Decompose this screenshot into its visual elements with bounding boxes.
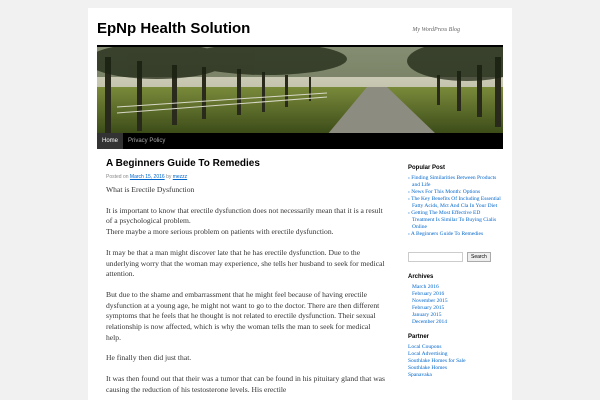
popular-post-link[interactable]: › A Beginners Guide To Remedies (408, 231, 504, 238)
partner-link[interactable]: Southlake Homes for Sale (408, 358, 466, 364)
popular-posts-widget (408, 165, 504, 238)
archive-link[interactable]: March 2016 (412, 284, 439, 290)
popular-post-link[interactable]: › The Key Benefits Of Including Essential Fatty Acids, Mct And Cla In Your Diet (408, 196, 504, 210)
post-body (106, 185, 386, 396)
meta-prefix: Posted on (106, 174, 129, 180)
search-form (408, 252, 504, 262)
post-paragraph: He finally then did just that. (106, 353, 192, 363)
banner-illustration (97, 47, 503, 133)
meta-by: by (166, 174, 172, 180)
post-paragraph: It may be that a man might discover late that he has erectile dysfunction. Due to the underlying worry that the woman may experience, she tells her husband to seek for medical attention. (106, 247, 385, 279)
post-title[interactable]: A Beginners Guide To Remedies (106, 158, 260, 169)
main-content (97, 158, 387, 400)
archive-link[interactable]: February 2016 (412, 291, 445, 297)
nav-item-home[interactable]: Home (97, 133, 123, 149)
post-meta (106, 174, 387, 180)
partner-link[interactable]: Southlake Homes (408, 365, 447, 371)
site-title[interactable]: EpNp Health Solution (97, 20, 251, 37)
partner-link[interactable]: Local Coupons (408, 344, 442, 350)
popular-post-link[interactable]: › News For This Month: Options (408, 189, 504, 196)
archives-widget (408, 274, 504, 326)
archive-link[interactable]: November 2015 (412, 298, 448, 304)
main-navigation (97, 133, 503, 149)
partner-link[interactable]: Local Advertising (408, 351, 448, 357)
post-paragraph: What is Erectile Dysfunction (106, 185, 195, 194)
header-banner-image (97, 45, 503, 133)
post-date-link[interactable]: March 15, 2016 (129, 174, 165, 180)
archive-link[interactable]: December 2014 (412, 319, 447, 325)
partner-title: Partner (408, 334, 430, 340)
archive-link[interactable]: January 2015 (412, 312, 442, 318)
partner-link[interactable]: Spanavaka (408, 372, 432, 378)
search-button[interactable]: Search (467, 252, 491, 262)
popular-posts-title: Popular Post (408, 165, 446, 171)
nav-item-privacy-policy[interactable]: Privacy Policy (128, 138, 166, 144)
post-paragraph: It is important to know that erectile dysfunction does not necessarily mean that it is a result of a psychological problem. There maybe a more serious problem on patients with erectile dysfunction. (106, 205, 383, 237)
popular-post-link[interactable]: › Getting The Most Effective ED Treatment Is Similar To Buying Cialis Online (408, 210, 504, 231)
post-author-link[interactable]: mezzz (172, 174, 188, 180)
archives-title: Archives (408, 274, 434, 280)
page-wrapper (88, 8, 512, 400)
archive-link[interactable]: February 2015 (412, 305, 445, 311)
post-paragraph: But due to the shame and embarrassment that he might feel because of having erectile dysfunction at a young age, he might not want to go to the doctor. There are then different symptoms that he feels that he thought is not related to erectile dysfunction. Their sexual relationship is now affected, which is why the woman tells the man to seek for medical help. (106, 289, 380, 342)
site-description: My WordPress Blog (412, 27, 460, 33)
sidebar (408, 165, 504, 387)
search-input[interactable] (408, 252, 463, 262)
post-paragraph: It was then found out that their was a tumor that can be found in his pituitary gland that was causing the reduction of his testosterone levels. His erectile (106, 374, 386, 394)
partner-widget (408, 334, 504, 379)
popular-post-link[interactable]: › Finding Similarities Between Products and Life (408, 175, 504, 189)
